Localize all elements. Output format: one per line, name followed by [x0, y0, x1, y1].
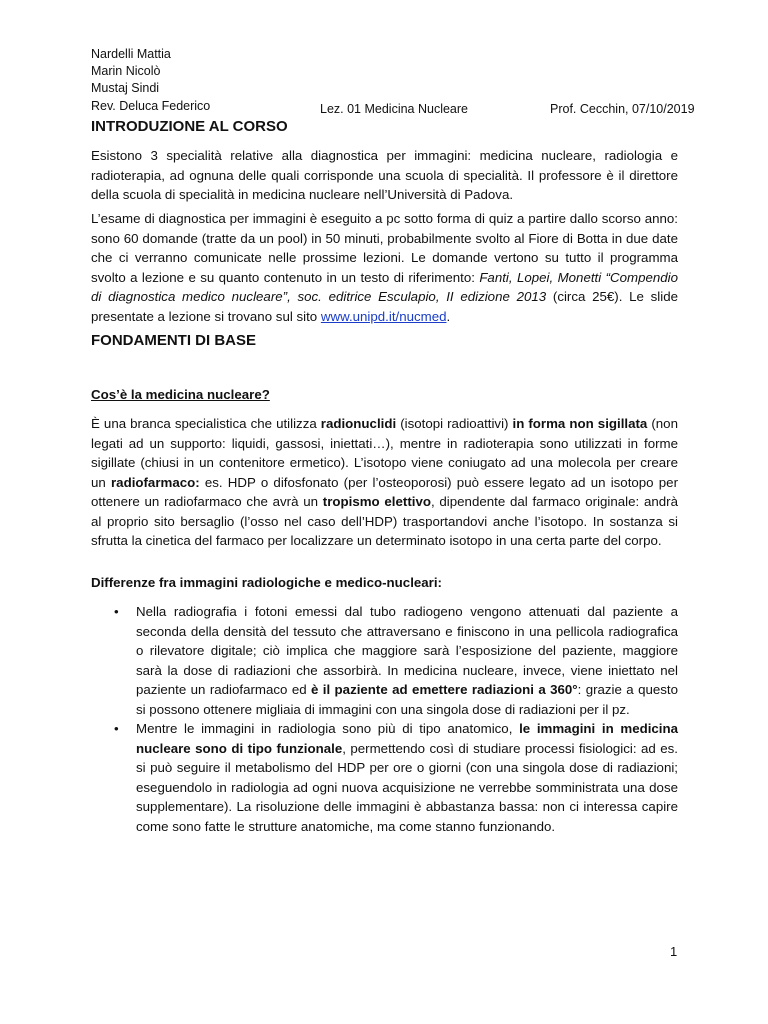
author-name: Mustaj Sindi [91, 81, 160, 95]
list-item-text: , permettendo così di studiare processi fisiologici: ad es. si può seguire il metabolismo del HDP per ore o giorni (con una singola dose di radiazioni; eseguendolo in radiologia ad ogni nuova acquisizione ne verrebbe somministrata una dose supplementare). La risoluzione delle immagini è abbastanza bassa: non ci interessa capire come sono fatte le strutture anatomiche, ma come stanno funzionando. [136, 740, 678, 834]
lecture-title: Lez. 01 Medicina Nucleare [320, 102, 468, 116]
list-item [91, 719, 678, 836]
list-item-text: Mentre le immagini in radiologia sono più di tipo anatomico, [136, 721, 520, 736]
reference-book: Fanti, Lopei, Monetti “Compendio di diagnostica medico nucleare”, soc. editrice Esculapio, II edizione 2013 [91, 269, 679, 304]
bullet-icon: • [114, 721, 119, 736]
definition-text: (non legati ad un supporto: liquidi, gassosi, iniettati…), mentre in radioterapia sono utilizzati in forme sigillate (chiusi in un contenitore ermetico). L’isotopo viene coniugato ad una molecola per creare un [91, 416, 678, 490]
exam-text: L’esame di diagnostica per immagini è eseguito a pc sotto forma di quiz a partire dallo scorso anno: sono 60 domande (tratte da un pool) in 50 minuti, probabilmente svolto al Fiore di Botta in due date che ci verranno comunicate nelle prossime lezioni. Le domande vertono su tutto il programma svolto a lezione e su quanto contenuto in un testo di riferimento: [91, 211, 678, 285]
definition-text: , dipendente dal farmaco originale: andrà al proprio sito bersaglio (l’osso nel caso dell’HDP) trasportandovi anche l’isotopo. In sostanza si sfrutta la cinetica del farmaco per localizzare un determinato isotopo in una certa parte del corpo. [91, 494, 678, 548]
page-number: 1 [670, 944, 678, 959]
exam-text: (circa 25€). Le slide presentate a lezione si trovano sul sito [91, 289, 678, 324]
definition-text: es. HDP o difosfonato (per l’osteoporosi) può essere legato ad un isotopo per ottenere un radiofarmaco che avrà un [91, 474, 678, 509]
intro-paragraph: Esistono 3 specialità relative alla diagnostica per immagini: medicina nucleare, radiologia e radioterapia, ad ognuna delle quali corrisponde una scuola di specialità. Il professore è il direttore della scuola di specialità in medicina nucleare nell’Università di Padova. [91, 148, 678, 202]
definition-text: È una branca specialistica che utilizza [91, 416, 321, 431]
list-item [91, 602, 678, 719]
list-item-text: Nella radiografia i fotoni emessi dal tubo radiogeno vengono attenuati dal paziente a seconda della densità del tessuto che attraversano e finiscono in una pellicola radiografica o rilevatore digitale; ciò implica che maggiore sarà l’esposizione del paziente, maggiore sarà la dose di radiazioni che assorbirà. In medicina nucleare, invece, viene iniettato nel paziente un radiofarmaco ed [136, 604, 678, 697]
question-heading: Cos’è la medicina nucleare? [91, 387, 270, 402]
definition-bold: tropismo elettivo [322, 494, 431, 509]
differences-heading: Differenze fra immagini radiologiche e medico-nucleari: [91, 575, 442, 590]
exam-text: . [446, 308, 451, 324]
course-website-link[interactable]: www.unipd.it/nucmed [320, 308, 447, 324]
definition-bold: radiofarmaco: [111, 474, 200, 490]
bullet-icon: • [114, 604, 119, 619]
differences-list [91, 602, 678, 836]
section-title: FONDAMENTI DI BASE [91, 332, 256, 349]
definition-bold: in forma non sigillata [512, 416, 648, 431]
professor-date: Prof. Cecchin, 07/10/2019 [550, 102, 695, 116]
definition-paragraph [91, 414, 678, 551]
list-item-text: : grazie a questo si possono ottenere migliaia di immagini con una singola dose di radiazioni per il pz. [136, 682, 678, 717]
exam-paragraph [91, 209, 678, 326]
list-item-bold: le immagini in medicina nucleare sono di tipo funzionale [136, 721, 679, 756]
author-name: Nardelli Mattia [91, 47, 171, 61]
definition-text: (isotopi radioattivi) [396, 416, 513, 431]
list-item-bold: è il paziente ad emettere radiazioni a 360° [311, 682, 578, 697]
definition-bold: radionuclidi [320, 416, 397, 431]
reviewer-name: Rev. Deluca Federico [91, 99, 211, 113]
author-name: Marin Nicolò [91, 64, 161, 78]
section-title: INTRODUZIONE AL CORSO [91, 118, 288, 135]
